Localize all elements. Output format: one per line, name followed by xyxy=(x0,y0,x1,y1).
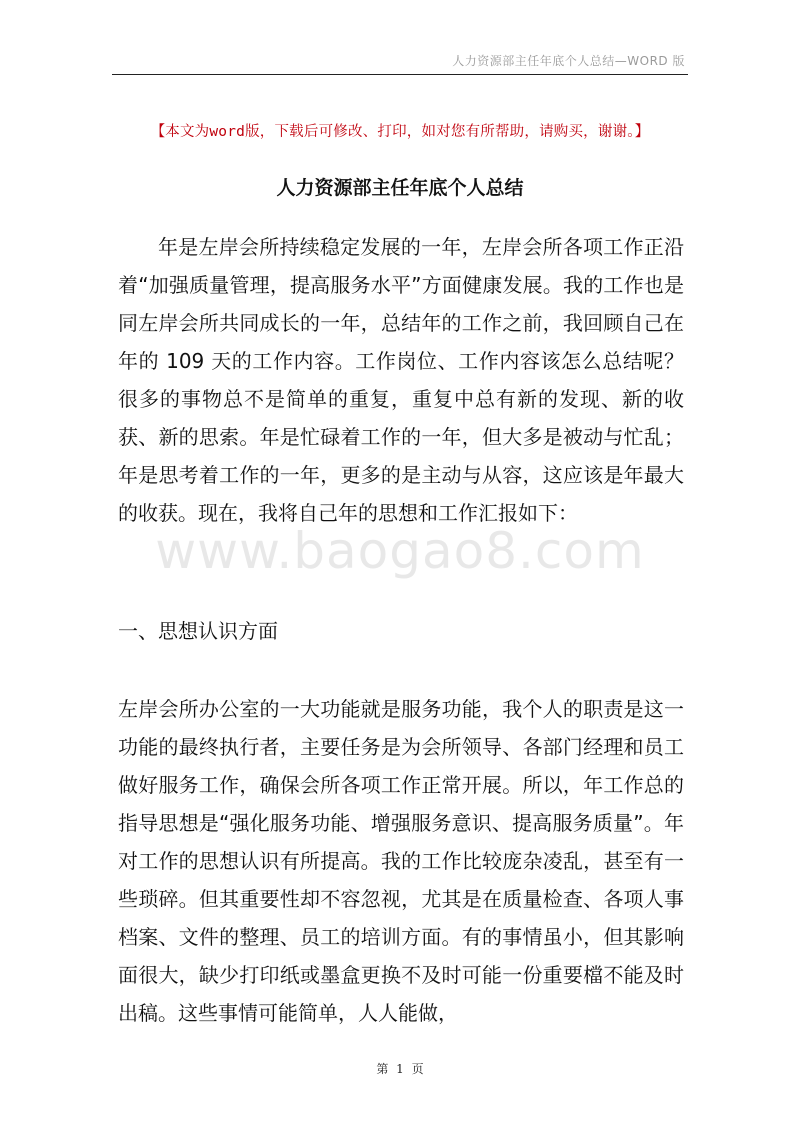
page-number: 第 1 页 xyxy=(376,1062,424,1076)
section-heading: 一、思想认识方面 xyxy=(118,619,278,643)
watermark: www.baogao8.com xyxy=(155,522,645,580)
document-title: 人力资源部主任年底个人总结 xyxy=(276,177,524,199)
header-divider xyxy=(112,74,688,75)
paragraph-thoughts: 左岸会所办公室的一大功能就是服务功能，我个人的职责是这一功能的最终执行者，主要任务是为会所领导、各部门经理和员工做好服务工作，确保会所各项工作正常开展。所以，年工作总的指导思想是“强化服务功能、增强服务意识、提高服务质量”。年对工作的思想认识有所提高。我的工作比较庞杂凌乱，甚至有一些琐碎。但其重要性却不容忽视，尤其是在质量检查、各项人事档案、文件的整理、员工的培训方面。有的事情虽小，但其影响面很大，缺少打印纸或墨盒更换不及时可能一份重要檔不能及时出稿。这些事情可能简单，人人能做， xyxy=(118,697,684,1025)
paragraph-intro: 年是左岸会所持续稳定发展的一年，左岸会所各项工作正沿着“加强质量管理，提高服务水平”方面健康发展。我的工作也是同左岸会所共同成长的一年，总结年的工作之前，我回顾自己在年的 109 天的工作内容。工作岗位、工作内容该怎么总结呢？很多的事物总不是简单的重复，重复中总有新的发现、新的收获、新的思索。年是忙碌着工作的一年，但大多是被动与忙乱；年是思考着工作的一年，更多的是主动与从容，这应该是年最大的收获。现在，我将自己年的思想和工作汇报如下： xyxy=(118,235,684,525)
purchase-notice: 【本文为word版，下载后可修改、打印，如对您有所帮助，请购买，谢谢。】 xyxy=(150,124,650,140)
running-header: 人力资源部主任年底个人总结—WORD 版 xyxy=(452,54,685,68)
